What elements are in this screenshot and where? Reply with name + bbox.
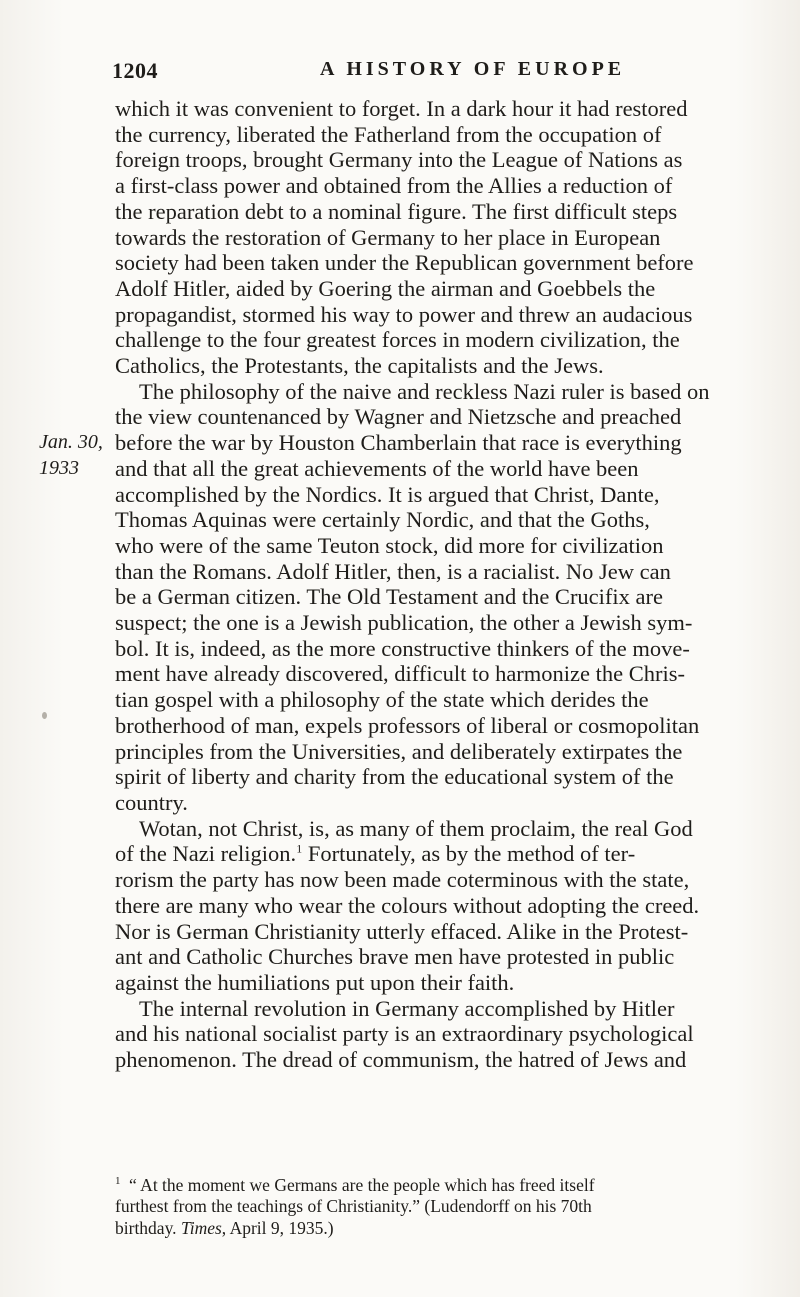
paragraph-3-line-4: there are many who wear the colours without adopting the creed. [115, 892, 700, 918]
paragraph-3-line-1: Wotan, not Christ, is, as many of them proclaim, the real God [139, 815, 693, 841]
paragraph-2-line-7: who were of the same Teuton stock, did more for civilization [115, 532, 664, 558]
paragraph-2-line-9: be a German citizen. The Old Testament and the Crucifix are [115, 584, 664, 610]
paragraph-4-line-2: and his national socialist party is an extraordinary psychological [115, 1021, 694, 1047]
footnote-reference: 1 [296, 841, 303, 856]
paragraph-1-line-6: towards the restoration of Germany to her place in European [115, 224, 661, 250]
paragraph-1-line-1: which it was convenient to forget. In a dark hour it had restored [115, 96, 688, 121]
paragraph-2-line-16: spirit of liberty and charity from the educational system of the [115, 764, 674, 790]
footnote-line-1-text: “ At the moment we Germans are the people which has freed itself [129, 1174, 595, 1195]
paragraph-3-line-6: ant and Catholic Churches brave men have protested in public [115, 944, 675, 970]
footnote-marker: 1 [115, 1175, 121, 1187]
paragraph-2-line-17: country. [115, 789, 188, 815]
paragraph-1-line-3: foreign troops, brought Germany into the League of Nations as [115, 147, 683, 173]
paragraph-1 [115, 96, 700, 379]
page-header [112, 58, 702, 98]
paragraph-1-line-7: society had been taken under the Republican government before [115, 250, 694, 276]
footnote-source-title: Times [180, 1217, 222, 1238]
decorative-dot [42, 712, 47, 719]
paragraph-2-line-5: accomplished by the Nordics. It is argued that Christ, Dante, [115, 481, 660, 507]
paragraph-2-line-15: principles from the Universities, and deliberately extirpates the [115, 738, 683, 764]
paragraph-1-line-9: propagandist, stormed his way to power and threw an audacious [115, 301, 693, 327]
main-text [115, 96, 710, 1073]
paragraph-2-line-13: tian gospel with a philosophy of the state which derides the [115, 687, 649, 713]
paragraph-4-line-1: The internal revolution in Germany accomplished by Hitler [139, 995, 675, 1021]
paragraph-3 [115, 816, 700, 996]
paragraph-2-line-8: than the Romans. Adolf Hitler, then, is a racialist. No Jew can [115, 558, 671, 584]
paragraph-3-line-5: Nor is German Christianity utterly effaced. Alike in the Protest- [115, 918, 689, 944]
running-head: A HISTORY OF EUROPE [320, 58, 626, 80]
footnote-line-3-prefix: birthday. [115, 1217, 181, 1238]
paragraph-2-line-2: the view countenanced by Wagner and Nietzsche and preached [115, 404, 682, 430]
footnote-line-3 [115, 1218, 700, 1240]
margin-date-line-1: Jan. 30, [39, 431, 103, 453]
paragraph-1-line-5: the reparation debt to a nominal figure. The first difficult steps [115, 198, 678, 224]
paragraph-3-line-3 [115, 867, 700, 893]
paragraph-3-line-2-start: of the Nazi religion. [115, 841, 297, 867]
paragraph-1-line-11: Catholics, the Protestants, the capitalists and the Jews. [115, 353, 604, 379]
footnote-line-2: furthest from the teachings of Christianity.” (Ludendorff on his 70th [115, 1196, 592, 1217]
footnote [115, 1171, 700, 1239]
paragraph-3-line-7: against the humiliations put upon their faith. [115, 969, 515, 995]
footnote-line-3-suffix: , April 9, 1935.) [221, 1217, 334, 1238]
paragraph-2-line-10: suspect; the one is a Jewish publication, the other a Jewish sym- [115, 610, 693, 636]
paragraph-1-line-8: Adolf Hitler, aided by Goering the airman and Goebbels the [115, 275, 656, 301]
footnote-line-1 [115, 1171, 700, 1196]
paragraph-2-line-3: before the war by Houston Chamberlain that race is everything [115, 430, 682, 456]
page-number: 1204 [112, 58, 158, 83]
paragraph-3-line-3-end: the party has now been made coterminous with the state, [179, 867, 690, 893]
paragraph-3-line-2 [115, 841, 700, 867]
paragraph-1-line-4: a first-class power and obtained from the Allies a reduction of [115, 173, 673, 199]
paragraph-2-line-6: Thomas Aquinas were certainly Nordic, and that the Goths, [115, 507, 650, 533]
paragraph-1-line-2: the currency, liberated the Fatherland from the occupation of [115, 121, 662, 147]
paragraph-1-line-10: challenge to the four greatest forces in modern civilization, the [115, 327, 680, 353]
paragraph-2-line-12: ment have already discovered, difficult to harmonize the Chris- [115, 661, 686, 687]
margin-date-note [39, 429, 111, 481]
paragraph-2 [115, 378, 710, 816]
paragraph-4-line-3: phenomenon. The dread of communism, the hatred of Jews and [115, 1047, 687, 1073]
paragraph-2-line-14: brotherhood of man, expels professors of liberal or cosmopolitan [115, 712, 700, 738]
paragraph-3-line-2-end: Fortunately, as by the method of ter- [302, 841, 636, 867]
paragraph-2-line-1: The philosophy of the naive and reckless Nazi ruler is based on [139, 378, 710, 404]
paragraph-4 [115, 996, 700, 1073]
paragraph-2-line-4: and that all the great achievements of the world have been [115, 455, 639, 481]
paragraph-3-line-3-start: rorism [115, 867, 180, 893]
margin-date-line-2: 1933 [39, 457, 79, 479]
paragraph-2-line-11: bol. It is, indeed, as the more constructive thinkers of the move- [115, 635, 690, 661]
